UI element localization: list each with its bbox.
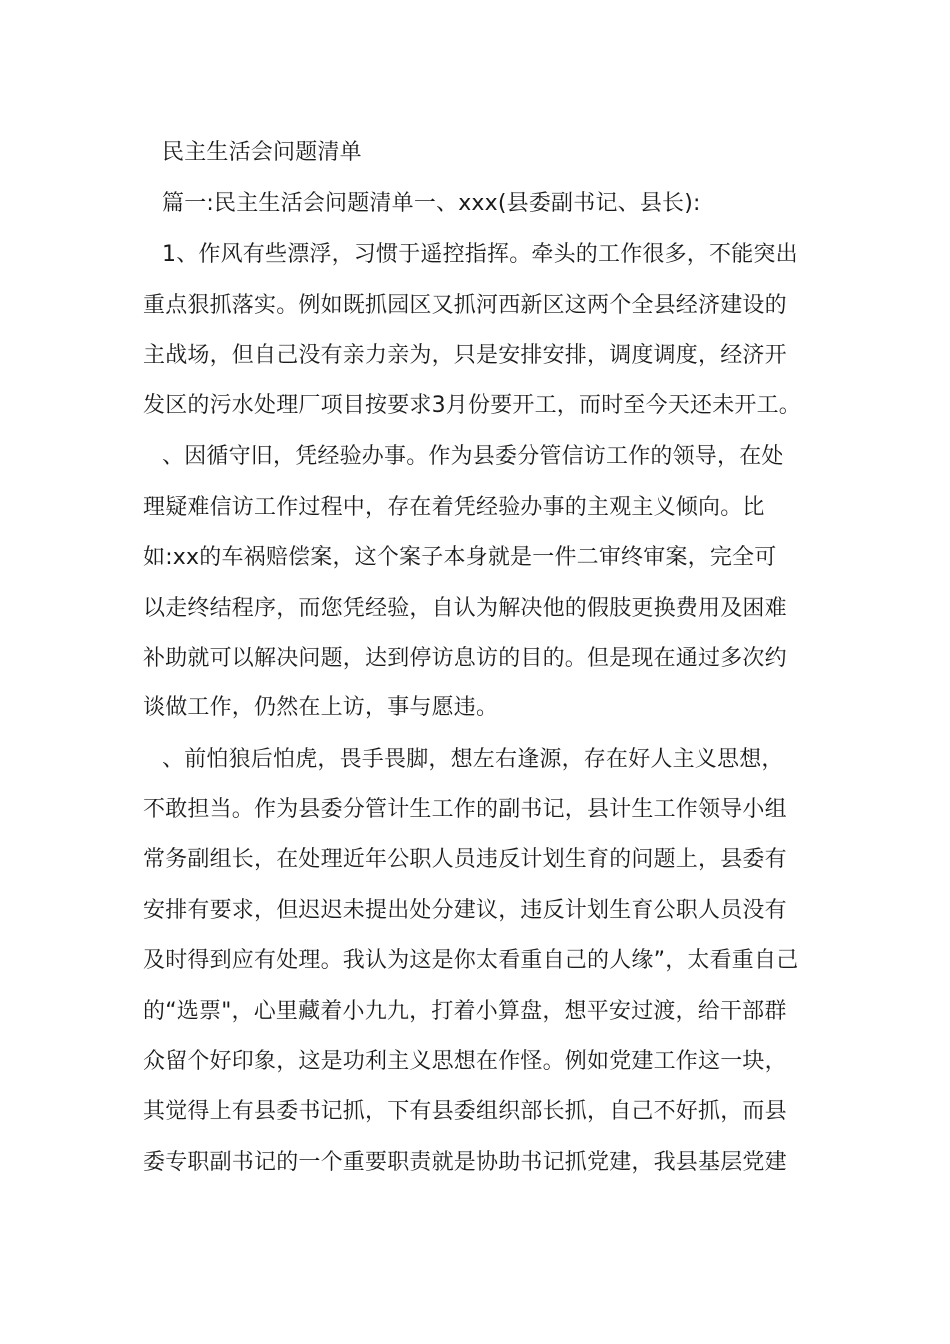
text-line: 、因循守旧，凭经验办事。作为县委分管信访工作的领导，在处 <box>162 444 784 469</box>
text-line: 的“选票"，心里藏着小九九，打着小算盘，想平安过渡，给干部群 <box>143 999 787 1024</box>
text-line: 谈做工作，仍然在上访，事与愿违。 <box>143 695 499 720</box>
text-line: 众留个好印象，这是功利主义思想在作怪。例如党建工作这一块， <box>143 1049 787 1074</box>
text-line: 、前怕狼后怕虎，畏手畏脚，想左右逢源，存在好人主义思想， <box>162 747 784 772</box>
text-line: 理疑难信访工作过程中，存在着凭经验办事的主观主义倾向。比 <box>143 495 765 520</box>
text-line: 如:xx的车祸赔偿案，这个案子本身就是一件二审终审案，完全可 <box>143 545 777 570</box>
text-line: 1、作风有些漂浮，习惯于遥控指挥。牵头的工作很多，不能突出 <box>162 242 798 267</box>
text-line: 主战场，但自己没有亲力亲为，只是安排安排，调度调度，经济开 <box>143 343 787 368</box>
text-line: 安排有要求，但迟迟未提出处分建议，违反计划生育公职人员没有 <box>143 898 787 923</box>
text-line: 常务副组长，在处理近年公职人员违反计划生育的问题上，县委有 <box>143 847 787 872</box>
text-line: 篇一:民主生活会问题清单一、xxx(县委副书记、县长): <box>162 191 701 216</box>
text-line: 及时得到应有处理。我认为这是你太看重自己的人缘”，太看重自己 <box>143 948 799 973</box>
text-line: 重点狠抓落实。例如既抓园区又抓河西新区这两个全县经济建设的 <box>143 293 787 318</box>
text-line: 以走终结程序，而您凭经验，自认为解决他的假肢更换费用及困难 <box>143 596 787 621</box>
text-line: 委专职副书记的一个重要职责就是协助书记抓党建，我县基层党建 <box>143 1150 787 1175</box>
text-line: 补助就可以解决问题，达到停访息访的目的。但是现在通过多次约 <box>143 646 787 671</box>
document-title: 民主生活会问题清单 <box>162 140 362 165</box>
text-line: 其觉得上有县委书记抓，下有县委组织部长抓，自己不好抓，而县 <box>143 1099 787 1124</box>
text-line: 不敢担当。作为县委分管计生工作的副书记，县计生工作领导小组 <box>143 797 787 822</box>
text-line: 发区的污水处理厂项目按要求3月份要开工，而时至今天还未开工。 <box>143 393 801 418</box>
